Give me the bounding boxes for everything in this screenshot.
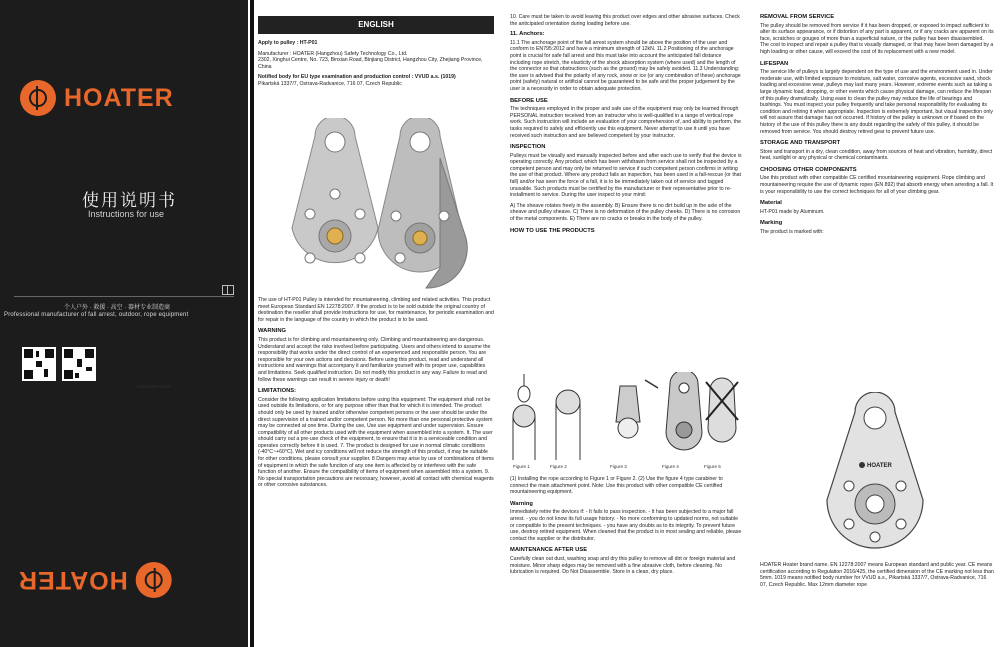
figure-4-caption: Figure 4 [662,464,679,469]
material-text: HT-P01 made by Aluminum. [760,208,825,215]
notified-address: Pikartská 1337/7, Ostrava-Radvanice, 716 07, Czech Republic [258,80,402,87]
intro-text: The use of HT-P01 Pulley is intended for mountaineering, climbing and related activities. This product meet European Standard EN 12278:2007. If the product is to be sold outside the original country of destination the reseller shall provide instructions for use, for maintenance, for periodic examination and for repair in the language of the country in which the product is to be used. [258,297,494,323]
figure-2-drawing [556,390,580,460]
retire-warning-text: Immediately retire the devices if: - It fails to pass inspection. - It has been subjected to a major fall arrest. - you do not know its full usage history. - No more conforming to updated norms, not suitable or compatible to the present techniques. - you have any doubts as to its integrity. To prevent future use, destroy retired equipment. When cleaned that the product is in most sealing and reliable, please contact the supplier or the distributor. [510,509,742,542]
removal-heading: REMOVAL FROM SERVICE [760,14,835,20]
figure-1-caption: Figure 1 [513,464,530,469]
attachment-point-label: Attachment point [136,384,171,389]
figure-1-drawing [513,374,535,460]
divider-line [14,296,234,297]
inspection-text: Pulleys must be visually and manually inspected before and after each use to verify that the device is operating correctly. Any product which has been withdrawn from service shall not be inspected by a competent person and may only be returned to service if such competent person confirms in writing the use of that product. Where any product fails an inspection, has been used in a fall-rescue (or that fall) and/or has seen the force of a fall, it is to be immediately taken out of service and tagged unusable. Such products must be certified by the manufacturer or their representative prior to re-installment to service. During the user inspect to your mind: [510,152,742,199]
maintenance-text: Carefully clean out dust, washing soap and dry this pulley to remove all dirt or foreign material and moisture. Minor sharp edges may be removed with a fine abrasive cloth, before cleaning. No lubrication is required. Do Not Disassemble. Store in a clean, dry place. [510,555,736,576]
column-2 [510,14,742,236]
panel-divider [250,0,254,647]
marking-text: The product is marked with: [760,229,824,236]
slogan-zh: 个人户外 · 救援 · 高空 · 器材专业制造商 [64,305,170,311]
figure-5-drawing [706,378,738,442]
usage-steps: (1) Installing the rope according to Figure 1 or Figure 2. (2) Use the figure 4 type carabiner to connect the main attachment point. Note: Use this product with other compatible CE certified mountaineering equipment. [510,476,723,496]
warning-text: This product is for climbing and mountaineering only. Climbing and mountaineering are dangerous. Understand and accept the risks involved before participating. Users and others intend to assume the responsibility that works under the direct control of an experienced and responsible person. You are responsible for your own actions and decisions. Before using this product, read and understand all instructions and warnings that accompany it and familiarize yourself with its proper use, capabilities and limitations. Seek qualified instruction. Do not modify this product in any way. Failure to read and follow these warnings can result in severe injury or death! [258,336,491,383]
storage-text: Store and transport in a dry, clean condition, away from sources of heat and vibration, humidity, direct heat, sunlight or any physical or chemical contaminants. [760,148,993,162]
language-header: ENGLISH [258,16,494,34]
pulley-product-photos [280,118,490,296]
storage-heading: STORAGE AND TRANSPORT [760,140,841,147]
figure-2-caption: Figure 2 [550,464,567,469]
logo-icon [20,80,56,116]
pulley-side-view [378,118,467,288]
before-use-text: The techniques employed in the proper and safe use of the equipment may only be learned through PERSONAL instruction received from an instructor who is well-qualified in a range of vertical rope work. Such instruction will include an evaluation of your comprehension of, and ability to perform, the tasks required to safely and efficiently use this equipment. Never attempt to use it until you have received such instruction and are believed competent by your instructor. [510,106,741,139]
removal-text: The pulley should be removed from service if it has been dropped, or exposed to impact sufficient to alter its surface appearance, or if distortion of any part is apparent, or if any cracks are apparent on its face, scratches or gouges of more than a superficial nature, or the pulley has been disassembled. The cost to inspect and repair a pulley that is visually damaged, or that may have been damaged by a high loading or other cause, will exceed the cost of its replacement with a new model. [760,22,994,55]
care-text: 10. Care must be taken to avoid leaving this product over edges and other abrasive surfaces. Check the anticipated orientation during loading before use. [510,14,740,27]
qr-code-icon [22,347,56,381]
logo-icon [136,562,172,598]
before-use-heading: BEFORE USE [510,97,548,104]
marking-list-text: HOATER Hoater brand name. EN 12278:2007 means European standard and public year. CE means certification according to Regulation 2016/425, the certified dimension of the CE marking not less than 5mm. 1019 means notified body number for VVUD a.s., Pikartská 1337/7, Ostrava-Radvanice, 716 07, Czech Republic. Max 12mm diameter rope [760,562,994,588]
manual-title-en: Instructions for use [88,209,165,219]
column-1-lower [258,297,494,493]
lifespan-heading: LIFESPAN [760,60,789,67]
usage-figures [510,372,742,464]
inspection-items: A) The sheave rotates freely in the assembly. B) Ensure there is no dirt build up in the axle of the sheave and pulley sheave. C) There is no deformation of the pulley cheeks. D) There is no corrosion of the metal components. E) There are no cracks or breaks in the body of the pulley. [510,202,741,223]
marking-list [760,562,994,592]
manufacturer: Manufacturer : HOATER (Hangzhou) Safety Technology Co., Ltd. [258,50,408,57]
manual-title-zh: 使用说明书 [82,191,177,210]
figure-3-caption: Figure 3 [610,464,627,469]
applies-to: Apply to pulley : HT-P01 [258,40,318,46]
brand-logo [20,80,174,116]
column-2-lower [510,476,742,580]
column-3 [760,14,994,240]
warning-heading: WARNING [258,328,287,335]
material-heading: Material [760,200,782,207]
limitations-text: Consider the following application limitations before using this equipment: The equipment shall not be used outside its limitations, or for any purpose other than that for which it is intended. The product should only be used by trained and/or otherwise competent persons or the user should be under the direct supervision of a trained and/or competent person. No more than one personal protective system may be connected at one time. During the use, Use use equipment and under supervision. Ensure compatibility of all other products used with the equipment when assembled into a system. It. The user should carry out a pre-use check of the equipment, to ensure that it is in a serviceable condition and operates correctly before it is used. 7. The product is designed for use in normal climatic conditions (-40°C~+60°C). Wet and icy conditions will not reduce the strength of this product, it may be suitable for other conditions, please consult your supplier. 8 Dangers may arise by use of combinations of items of equipment in which the safe function of any one item is affected by or interferes with the safe function of another. Ensure the compatibility of items of equipment when assembled into a system. 9. No special transportation precautions are necessary, however, avoid all contact with chemical reagents or other corrosive substances. [258,396,494,489]
notified-body: Notified body for EU type examination and production control : VVUD a.s. (1019) [258,74,456,81]
slogan-en: Professional manufacturer of fall arrest, outdoor, rope equipment [4,312,189,318]
how-to-use-heading: HOW TO USE THE PRODUCTS [510,227,595,234]
figure-3-drawing [616,380,658,438]
address: 2302, Xinghui Centre, No. 723, Binxian Road, Binjiang District, Hangzhou City, Zhejiang Province, China [258,57,483,70]
maintenance-heading: MAINTENANCE AFTER USE [510,547,588,554]
components-heading: CHOOSING OTHER COMPONENTS [760,166,857,173]
cover-panel [0,0,248,647]
brand-name: HOATER [18,566,128,595]
book-icon [222,285,234,295]
pulley-front-view [292,118,378,263]
anchors-heading: 11. Anchors: [510,31,545,38]
marked-pulley-drawing [815,392,935,552]
limitations-heading: LIMITATIONS: [258,388,297,395]
marking-heading: Marking [760,220,783,227]
pulley-brand-mark: HOATER [867,463,892,469]
qr-code-icon [62,347,96,381]
anchors-text: 11.1 The anchorage point of the fall arrest system should be above the position of the user and conform to EN795:2012 and have a minimum strength of 12kN. 11.2 Positioning of the anchorage point is crucial for safe fall arrest and this must take into account the anticipated fall distance including rope stretch, the elasticity of the shock absorption system (where used) and the length of the connector so that obstructions (such as the ground) may be safely avoided. 11.3 Understanding: the user is advised that the polarity of any rock, snow or ice (or any combination of these) anchorage point (safety) natural or artificial cannot be guaranteed to be safe and the proper judgement by the user is a necessity in order to obtain adequate protection. [510,39,741,92]
retire-warning-heading: Warning [510,500,533,507]
figure-5-caption: Figure 5 [704,464,721,469]
components-text: Use this product with other compatible CE certified mountaineering equipment. Rope climbing and mountaineering require the use of dynamic ropes (EN 892) that absorb energy when arresting a fall. It is your responsibility to use the correct techniques for all of your climbing gear. [760,175,994,195]
brand-logo-inverted [18,562,172,598]
inspection-heading: INSPECTION [510,144,546,151]
column-1 [258,40,494,92]
lifespan-text: The service life of pulleys is largely dependent on the type of use and the environment used in. Under moderate use, with limited exposure to moisture, salt water, corrosive agents, excessive sand, shock loading and excessive wear, pulleys may last many years. However, extreme events such as taking a large dynamic load, dropping, or other events which cause physical damage, can reduce the lifespan of this pulley dramatically. Using ease to clean the pulley may reduce the life of bearings and bushings. You must inspect your pulley frequently and take personal responsibility for evaluating its condition and retiring it when appropriate. Inspection is extremely important, but visual inspection only will not assure that damage has not occurred. If history of the pulley is unknown or if based on the history of the use of this pulley there is any doubt regarding the safety of this pulley, it should be removed from service. You should destroy retired gear to prevent future use. [760,69,993,135]
figure-4-drawing [666,372,702,450]
brand-name: HOATER [64,83,174,112]
